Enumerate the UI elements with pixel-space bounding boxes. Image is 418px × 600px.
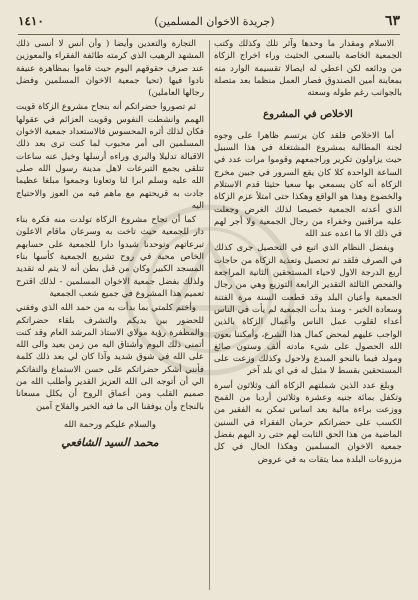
newspaper-title: (جريدة الاخوان المسلمين) — [154, 14, 275, 28]
section-title: الاخلاص في المشروع — [263, 109, 353, 121]
article-columns — [16, 38, 402, 592]
left-column — [16, 38, 204, 592]
right-column — [214, 38, 402, 592]
page-header — [18, 8, 400, 35]
body-paragraph: وبفضل النظام الذي اتبع في التحصيل جرى كذلك في الصرف فلقد تم تحصيل وتعذية الزكاة من حاجات أربع الدرجة الاول لاحياء المستحقين الثانية المراجعة والفحص الثالثة التقدير الرابعة التوزيع وهي من رجال الجمعية وأعيان البلد وقد قطعت السنة مرة الفتنة وسعادة الخير - ومنذ بدأت الجمعية لم يأت في الناس أعداء لقلوب عمل الناس وأعمال الزكاة بالذين الواجب عليهم لمحض كمال هذا الشرع، وأمكننا بعون الله الحصول على شيء مادته ألف وستون صائغ ومولد فيما بالنحو المبدع ولاحول وكذلك وزعت على المستحقين بقسط لا مثيل له في اي بلد آخر — [214, 243, 402, 377]
body-paragraph: وبلغ عدد الذين شملتهم الزكاة ألف وثلاثون أسرة وتكفل بمائة جنيه وعشرة وثلاثين أرديا من القمح ووزعت براءة مالية بعد اساس تمكن به الفقير من الكسب على حضراتكم حرمان الفقراء في السنين الماضية من هذا الحق الثابت لهم حتى رد اليهم بفضل جمعية الاخوان المسلمين وهكذا الحال في كل مزروعات البلدة مما يتقات به في عروض — [214, 380, 402, 465]
page-number: ٦٣ — [384, 13, 400, 29]
closing-greeting: والسلام عليكم ورحمة الله — [63, 419, 157, 430]
author-signature: محمد السيد الشافعي — [61, 436, 159, 450]
body-paragraph: أما الاخلاص فلقد كان يرتسم ظاهرا على وجوه لجنة المطالبة بمشروع المشتغلة في هذا السبيل حيث يزاولون تكرير وراجمعهم وقوموا مرات عدد في الساعة الواحدة كلا كان يقع السرور في جبين مخرج الزكاة أنه كان يسمعي بها سعيا حثيثا قدم الاستلام والخضوع وهذا هو الواقع وهكذا حتى امتلأ عزم الزكاة الذي أعدته الجمعية خصيصا لذلك الغرض وجعلت عليه مراقبين وخفراء من رجال الجمعية ولا أجر لهم في ذلك الا ما اعده عند الله — [214, 130, 402, 240]
body-paragraph: التجارة والتعدين وأيضا ( وأن أنس لا أنسى ذلك المشهد الرهيب الذي كرمته طائفة الفقراء والمعوزين عند صرف حقوقهم اليوم حيث قاموا بمظاهرة عنيفة نادوا فيها (تحيا جمعية الاخوان المسلمين وفضل رجالها العاملين) — [16, 39, 204, 99]
body-paragraph: وأختم كلمتي بما بدأت به من حمد الله الذي وفقني للحضور بين يديكم والتشرف بلقاء حضراتكم والمظفرة رؤية مولاي الاستاذ المرشد العام وقد كنت أتمنى ذلك اليوم وأشتاق اليه من زمن بعيد والى الله على الله في شوق شديد وآذا كان لي بعد ذلك كلمة فأنني أشكر حضراتكم على حسن الاستماع والتفاتكم الي أن أتوجه الى الله العزيز القدير وأطلب الله من صميم القلب ومن أعماق الروح أن يكلل مسعانا بالنجاح وأن يوفقنا الى ما فيه الخير والفلاح آمين — [16, 303, 204, 412]
body-paragraph: كما أن نجاح مشروع الزكاة تولدت منه فكرة بناء دار للجمعية حيث تاخت به وسرعان ماقام الاعلون تبرعاتهم وتوحدنا شيدوا دارا للجمعية على حسابهم الخاص محبة في روح تشريع الجمعية كأسها بناء المسجد الكبير وكان من قبل بطن أنه لا يتم له تقديد ولذلك بفضل جمعية الاخوان المسلمين - لذلك اقترح تعميم هذا المشروع في جميع شعب الجمعية — [16, 215, 204, 299]
intro-paragraph: الاسلام ومقدار ما وحدها وآثر تلك وكذلك وكتب الجمعية الخاصة بالسعي الحثيث وراء اخراج الزكاة من ودائعه لكن اعطي له ايصالا تقسيمة الوارد منه بمعاينة أمين الصندوق فصار العمل منظما بعد متصلة بالجوانب رغم طوله وسعته — [214, 39, 402, 99]
body-paragraph: ثم تصوروا حضراتكم أنه بنجاح مشروع الزكاة قويت الهمم وانشطت النفوس وقويت العزائم في عقولها فكان لذلك أثره المحسوس فالاستعداد جمعية الاخوان المسلمين الى أمر محبوب لما كنت ترى بعد ذلك الاقبالة تدليلا والبري وراءه أرسلها وخيل عنه ساعات تتلقى بجمع التبرعات لاهل مدينة رسول الله صلى الله عليه وسلم ابرا لتا وتعاونا وجمعوا مبلغا عظيما جادت به قريحتهم مع ماهم فيه من العوز والاحتياج اليه — [16, 102, 204, 211]
issue-year: ١٤١٠ — [18, 14, 44, 28]
